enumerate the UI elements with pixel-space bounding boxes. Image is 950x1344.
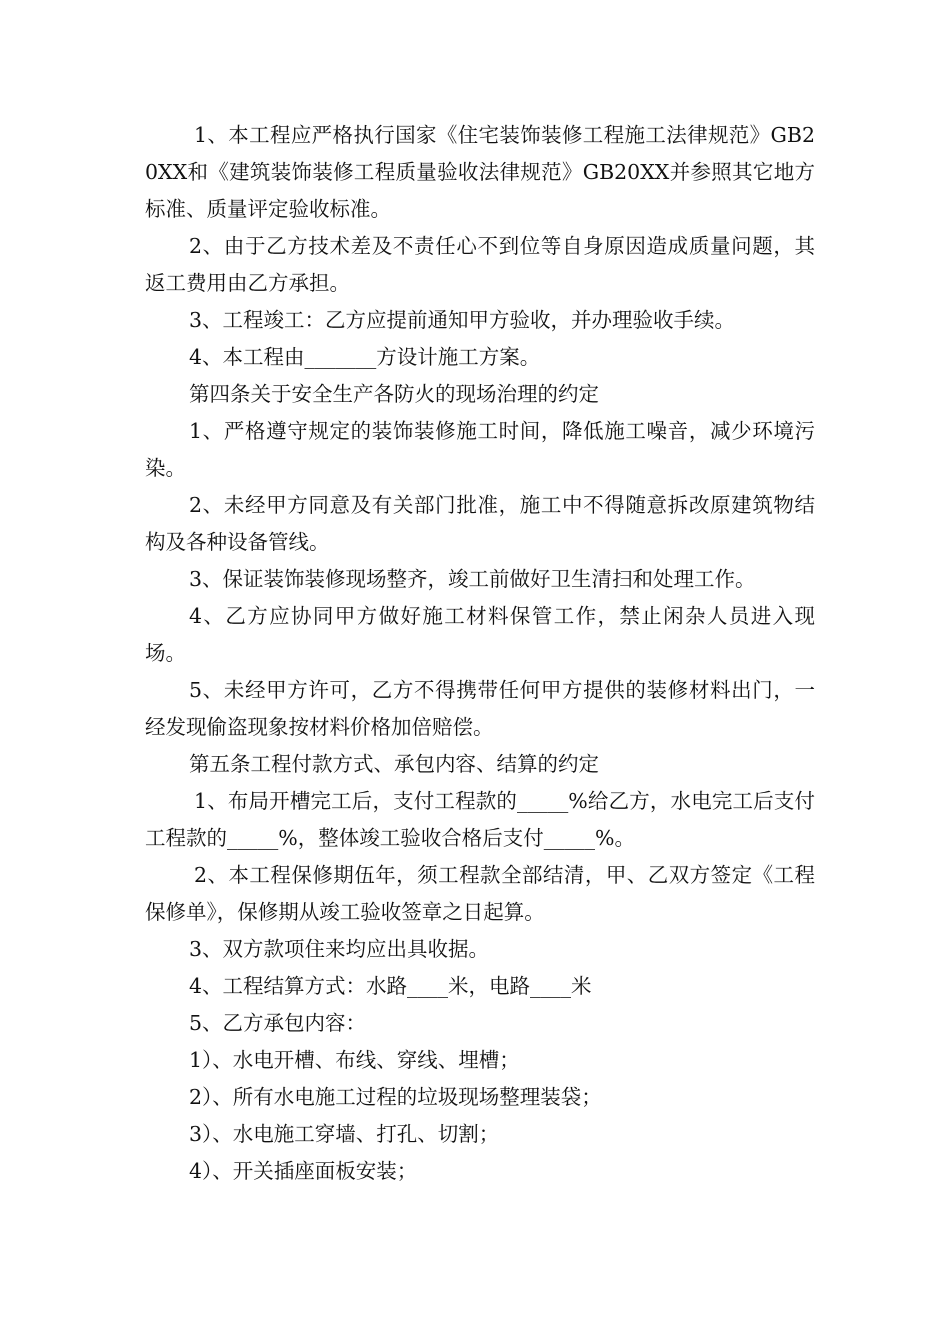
section-heading-article-4: 第四条关于安全生产各防火的现场治理的约定	[189, 382, 599, 406]
paragraph-rework-cost: 2、由于乙方技术差及不责任心不到位等自身原因造成质量问题，其返工费用由乙方承担。	[145, 234, 815, 295]
list-item-scope-2: 2）、所有水电施工过程的垃圾现场整理装袋；	[189, 1085, 602, 1109]
section-heading-article-5: 第五条工程付款方式、承包内容、结算的约定	[189, 752, 599, 776]
paragraph-contract-scope: 5、乙方承包内容：	[189, 1011, 367, 1035]
list-item-scope-4: 4）、开关插座面板安装；	[189, 1159, 418, 1183]
paragraph-quality-standard: 1、本工程应严格执行国家《住宅装饰装修工程施工法律规范》GB20XX和《建筑装饰装修工程质量验收法律规范》GB20XX并参照其它地方标准、质量评定验收标准。	[145, 123, 815, 221]
paragraph-payment-schedule: 1、布局开槽完工后，支付工程款的_____%给乙方，水电完工后支付工程款的_____%，整体竣工验收合格后支付_____%。	[145, 789, 815, 850]
paragraph-no-demolition: 2、未经甲方同意及有关部门批准，施工中不得随意拆改原建筑物结构及各种设备管线。	[145, 493, 815, 554]
paragraph-material-custody: 4、乙方应协同甲方做好施工材料保管工作，禁止闲杂人员进入现场。	[145, 604, 815, 665]
paragraph-design-plan: 4、本工程由_______方设计施工方案。	[189, 345, 541, 369]
paragraph-warranty: 2、本工程保修期伍年，须工程款全部结清，甲、乙双方签定《工程保修单》，保修期从竣工验收签章之日起算。	[145, 863, 815, 924]
paragraph-construction-time: 1、严格遵守规定的装饰装修施工时间，降低施工噪音，减少环境污染。	[145, 419, 815, 480]
list-item-scope-3: 3）、水电施工穿墙、打孔、切割；	[189, 1122, 500, 1146]
paragraph-site-tidiness: 3、保证装饰装修现场整齐，竣工前做好卫生清扫和处理工作。	[189, 567, 756, 591]
document-body	[145, 117, 815, 1190]
paragraph-material-theft: 5、未经甲方许可，乙方不得携带任何甲方提供的装修材料出门，一经发现偷盗现象按材料价格加倍赔偿。	[145, 678, 815, 739]
paragraph-receipts: 3、双方款项住来均应出具收据。	[189, 937, 490, 961]
paragraph-completion-acceptance: 3、工程竣工：乙方应提前通知甲方验收，并办理验收手续。	[189, 308, 736, 332]
paragraph-settlement-method: 4、工程结算方式：水路____米，电路____米	[189, 974, 592, 998]
list-item-scope-1: 1）、水电开槽、布线、穿线、埋槽；	[189, 1048, 520, 1072]
